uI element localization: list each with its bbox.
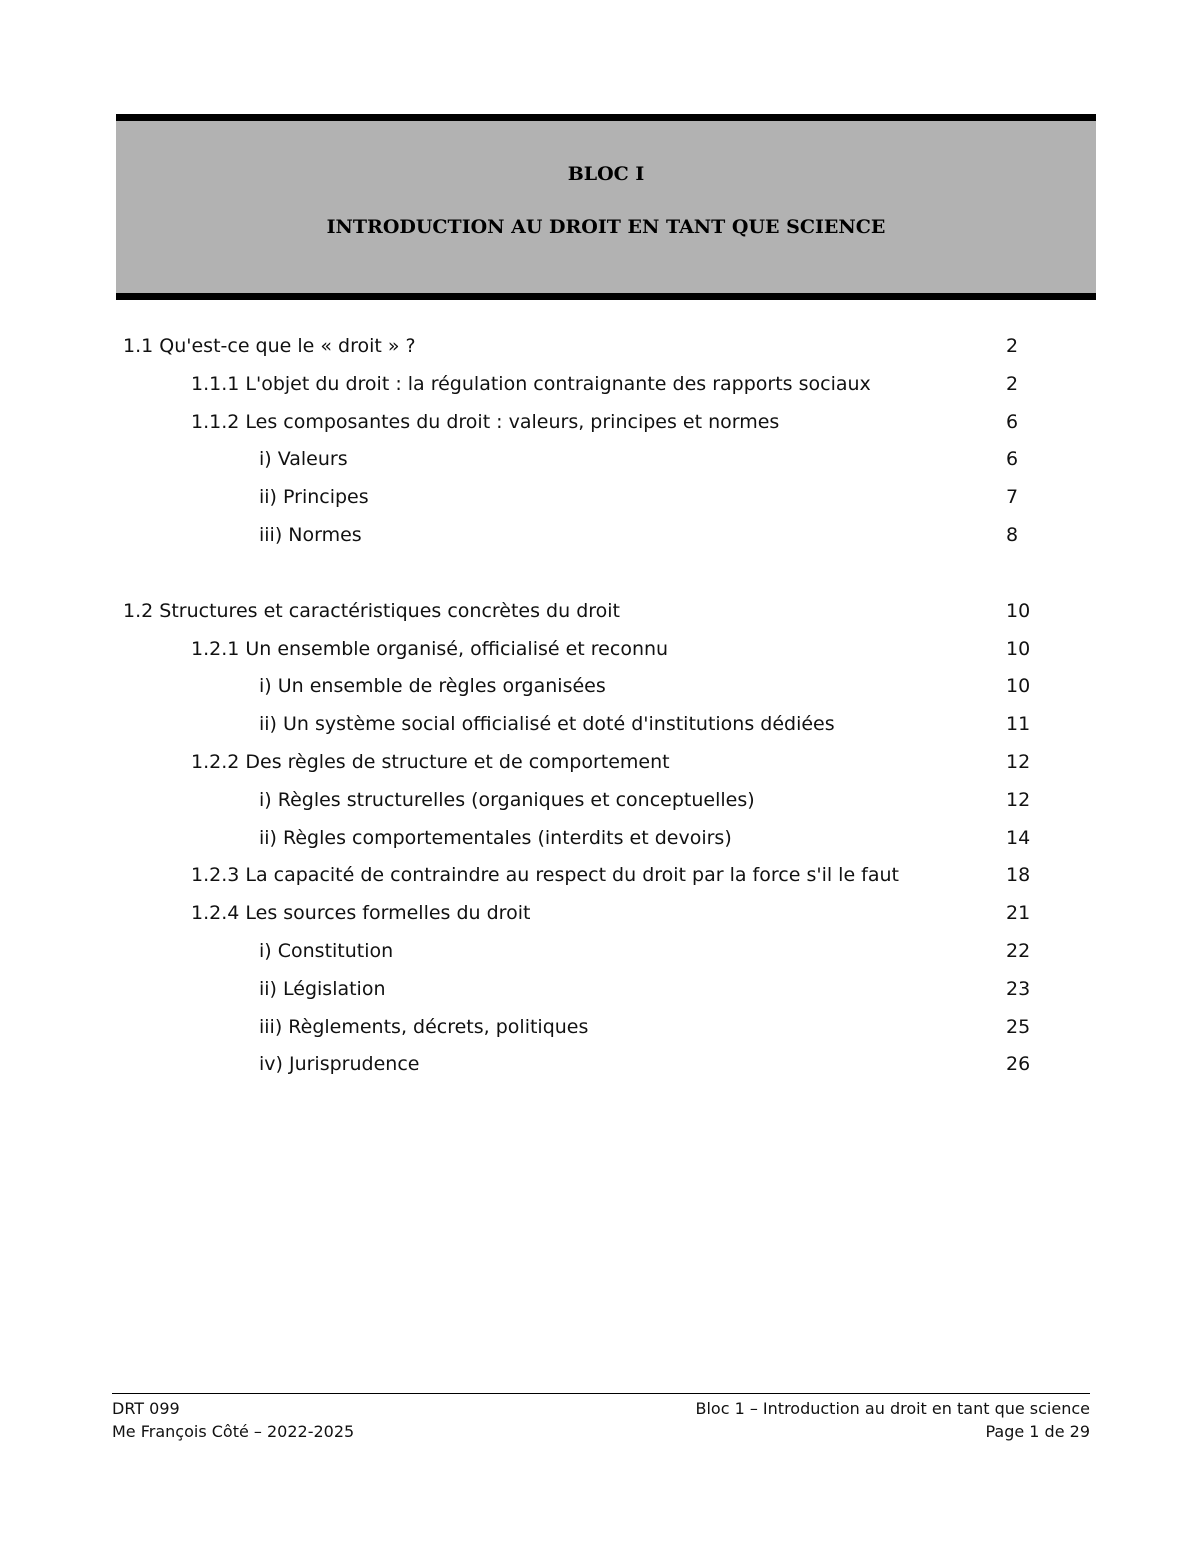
toc-entry-page: 26 <box>1006 1053 1031 1075</box>
toc-entry-label: 1.1.2 Les composantes du droit : valeurs, principes et normes <box>191 411 780 433</box>
toc-entry-page: 22 <box>1006 940 1031 962</box>
toc-entry-page: 8 <box>1006 524 1019 546</box>
toc-entry-page: 10 <box>1006 675 1031 697</box>
toc-entry-label: iv) Jurisprudence <box>259 1053 420 1075</box>
toc-entry-page: 12 <box>1006 789 1031 811</box>
footer-author: Me François Côté – 2022-2025 <box>112 1422 355 1441</box>
title-banner <box>116 114 1096 300</box>
toc-entry-label: iii) Normes <box>259 524 362 546</box>
footer-course-code: DRT 099 <box>112 1399 180 1418</box>
toc-entry-label: ii) Règles comportementales (interdits et devoirs) <box>259 827 732 849</box>
toc-entry-page: 10 <box>1006 638 1031 660</box>
footer-document-title: Bloc 1 – Introduction au droit en tant que science <box>695 1399 1090 1418</box>
toc-entry-label: 1.1.1 L'objet du droit : la régulation contraignante des rapports sociaux <box>191 373 871 395</box>
footer-page-number: Page 1 de 29 <box>985 1422 1090 1441</box>
toc-entry-label: ii) Principes <box>259 486 369 508</box>
bloc-heading: BLOC I <box>567 163 645 185</box>
toc-entry-label: 1.2.3 La capacité de contraindre au respect du droit par la force s'il le faut <box>191 864 899 886</box>
toc-entry-label: i) Un ensemble de règles organisées <box>259 675 606 697</box>
toc-entry-page: 11 <box>1006 713 1031 735</box>
toc-entry-page: 18 <box>1006 864 1031 886</box>
toc-entry-page: 14 <box>1006 827 1031 849</box>
toc-entry-label: 1.2.4 Les sources formelles du droit <box>191 902 531 924</box>
toc-entry-page: 25 <box>1006 1016 1031 1038</box>
toc-entry-label: ii) Législation <box>259 978 386 1000</box>
toc-entry-page: 10 <box>1006 600 1031 622</box>
toc-entry-label: iii) Règlements, décrets, politiques <box>259 1016 589 1038</box>
toc-entry-label: i) Règles structurelles (organiques et conceptuelles) <box>259 789 755 811</box>
page-title: INTRODUCTION AU DROIT EN TANT QUE SCIENCE <box>326 216 886 238</box>
toc-entry-label: 1.2.2 Des règles de structure et de comportement <box>191 751 670 773</box>
toc-entry-page: 2 <box>1006 373 1019 395</box>
toc-entry-page: 23 <box>1006 978 1031 1000</box>
toc-entry-page: 7 <box>1006 486 1019 508</box>
toc-entry-label: i) Constitution <box>259 940 394 962</box>
toc-entry-page: 12 <box>1006 751 1031 773</box>
toc-entry-label: 1.2 Structures et caractéristiques concrètes du droit <box>123 600 621 622</box>
toc-entry-label: i) Valeurs <box>259 448 348 470</box>
toc-entry-page: 2 <box>1006 335 1019 357</box>
toc-entry-page: 6 <box>1006 411 1019 433</box>
footer-divider <box>112 1393 1090 1394</box>
toc-entry-page: 6 <box>1006 448 1019 470</box>
toc-entry-label: ii) Un système social officialisé et doté d'institutions dédiées <box>259 713 835 735</box>
toc-entry-label: 1.1 Qu'est-ce que le « droit » ? <box>123 335 416 357</box>
toc-entry-label: 1.2.1 Un ensemble organisé, officialisé et reconnu <box>191 638 669 660</box>
toc-entry-page: 21 <box>1006 902 1031 924</box>
